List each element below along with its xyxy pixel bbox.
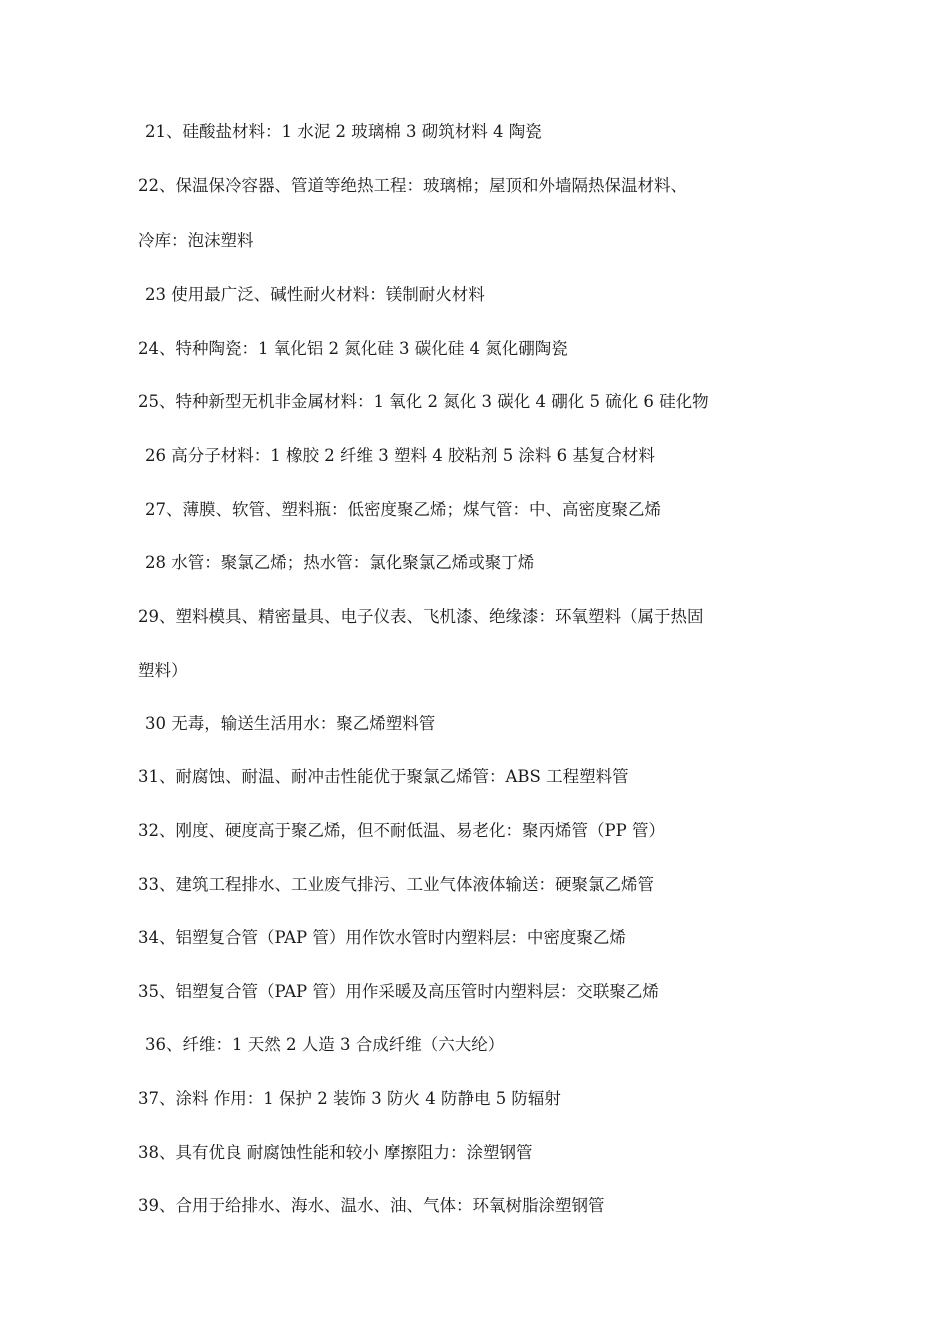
text-line-39: 39、合用于给排水、海水、温水、油、气体：环氧树脂涂塑钢管 xyxy=(138,1196,605,1215)
text-line-26: 26 高分子材料：1 橡胶 2 纤维 3 塑料 4 胶粘剂 5 涂料 6 基复合材料 xyxy=(145,446,655,465)
text-line-38: 38、具有优良 耐腐蚀性能和较小 摩擦阻力：涂塑钢管 xyxy=(138,1143,533,1162)
text-line-27: 27、薄膜、软管、塑料瓶：低密度聚乙烯；煤气管：中、高密度聚乙烯 xyxy=(145,500,661,519)
text-line-36: 36、纤维：1 天然 2 人造 3 合成纤维（六大纶） xyxy=(145,1035,505,1054)
text-line-29: 29、塑料模具、精密量具、电子仪表、飞机漆、绝缘漆：环氧塑料（属于热固 xyxy=(138,607,704,626)
text-line-29-cont: 塑料） xyxy=(138,661,188,680)
text-line-35: 35、铝塑复合管（PAP 管）用作采暖及高压管时内塑料层：交联聚乙烯 xyxy=(138,982,659,1001)
text-line-32: 32、刚度、硬度高于聚乙烯，但不耐低温、易老化：聚丙烯管（PP 管） xyxy=(138,821,665,840)
text-line-28: 28 水管：聚氯乙烯；热水管：氯化聚氯乙烯或聚丁烯 xyxy=(145,553,535,572)
text-line-22: 22、保温保冷容器、管道等绝热工程：玻璃棉；屋顶和外墙隔热保温材料、 xyxy=(138,176,687,195)
text-line-30: 30 无毒，输送生活用水：聚乙烯塑料管 xyxy=(145,714,436,733)
text-line-25: 25、特种新型无机非金属材料：1 氧化 2 氮化 3 碳化 4 硼化 5 硫化 6 硅化物 xyxy=(138,392,709,411)
text-line-23: 23 使用最广泛、碱性耐火材料：镁制耐火材料 xyxy=(145,285,485,304)
text-line-22-cont: 冷库：泡沫塑料 xyxy=(138,231,254,250)
text-line-34: 34、铝塑复合管（PAP 管）用作饮水管时内塑料层：中密度聚乙烯 xyxy=(138,928,626,947)
text-line-37: 37、涂料 作用：1 保护 2 装饰 3 防火 4 防静电 5 防辐射 xyxy=(138,1089,561,1108)
text-line-21: 21、硅酸盐材料：1 水泥 2 玻璃棉 3 砌筑材料 4 陶瓷 xyxy=(145,122,542,141)
text-line-24: 24、特种陶瓷：1 氧化铝 2 氮化硅 3 碳化硅 4 氮化硼陶瓷 xyxy=(138,339,568,358)
text-line-31: 31、耐腐蚀、耐温、耐冲击性能优于聚氯乙烯管：ABS 工程塑料管 xyxy=(138,767,629,786)
text-line-33: 33、建筑工程排水、工业废气排污、工业气体液体输送：硬聚氯乙烯管 xyxy=(138,875,654,894)
